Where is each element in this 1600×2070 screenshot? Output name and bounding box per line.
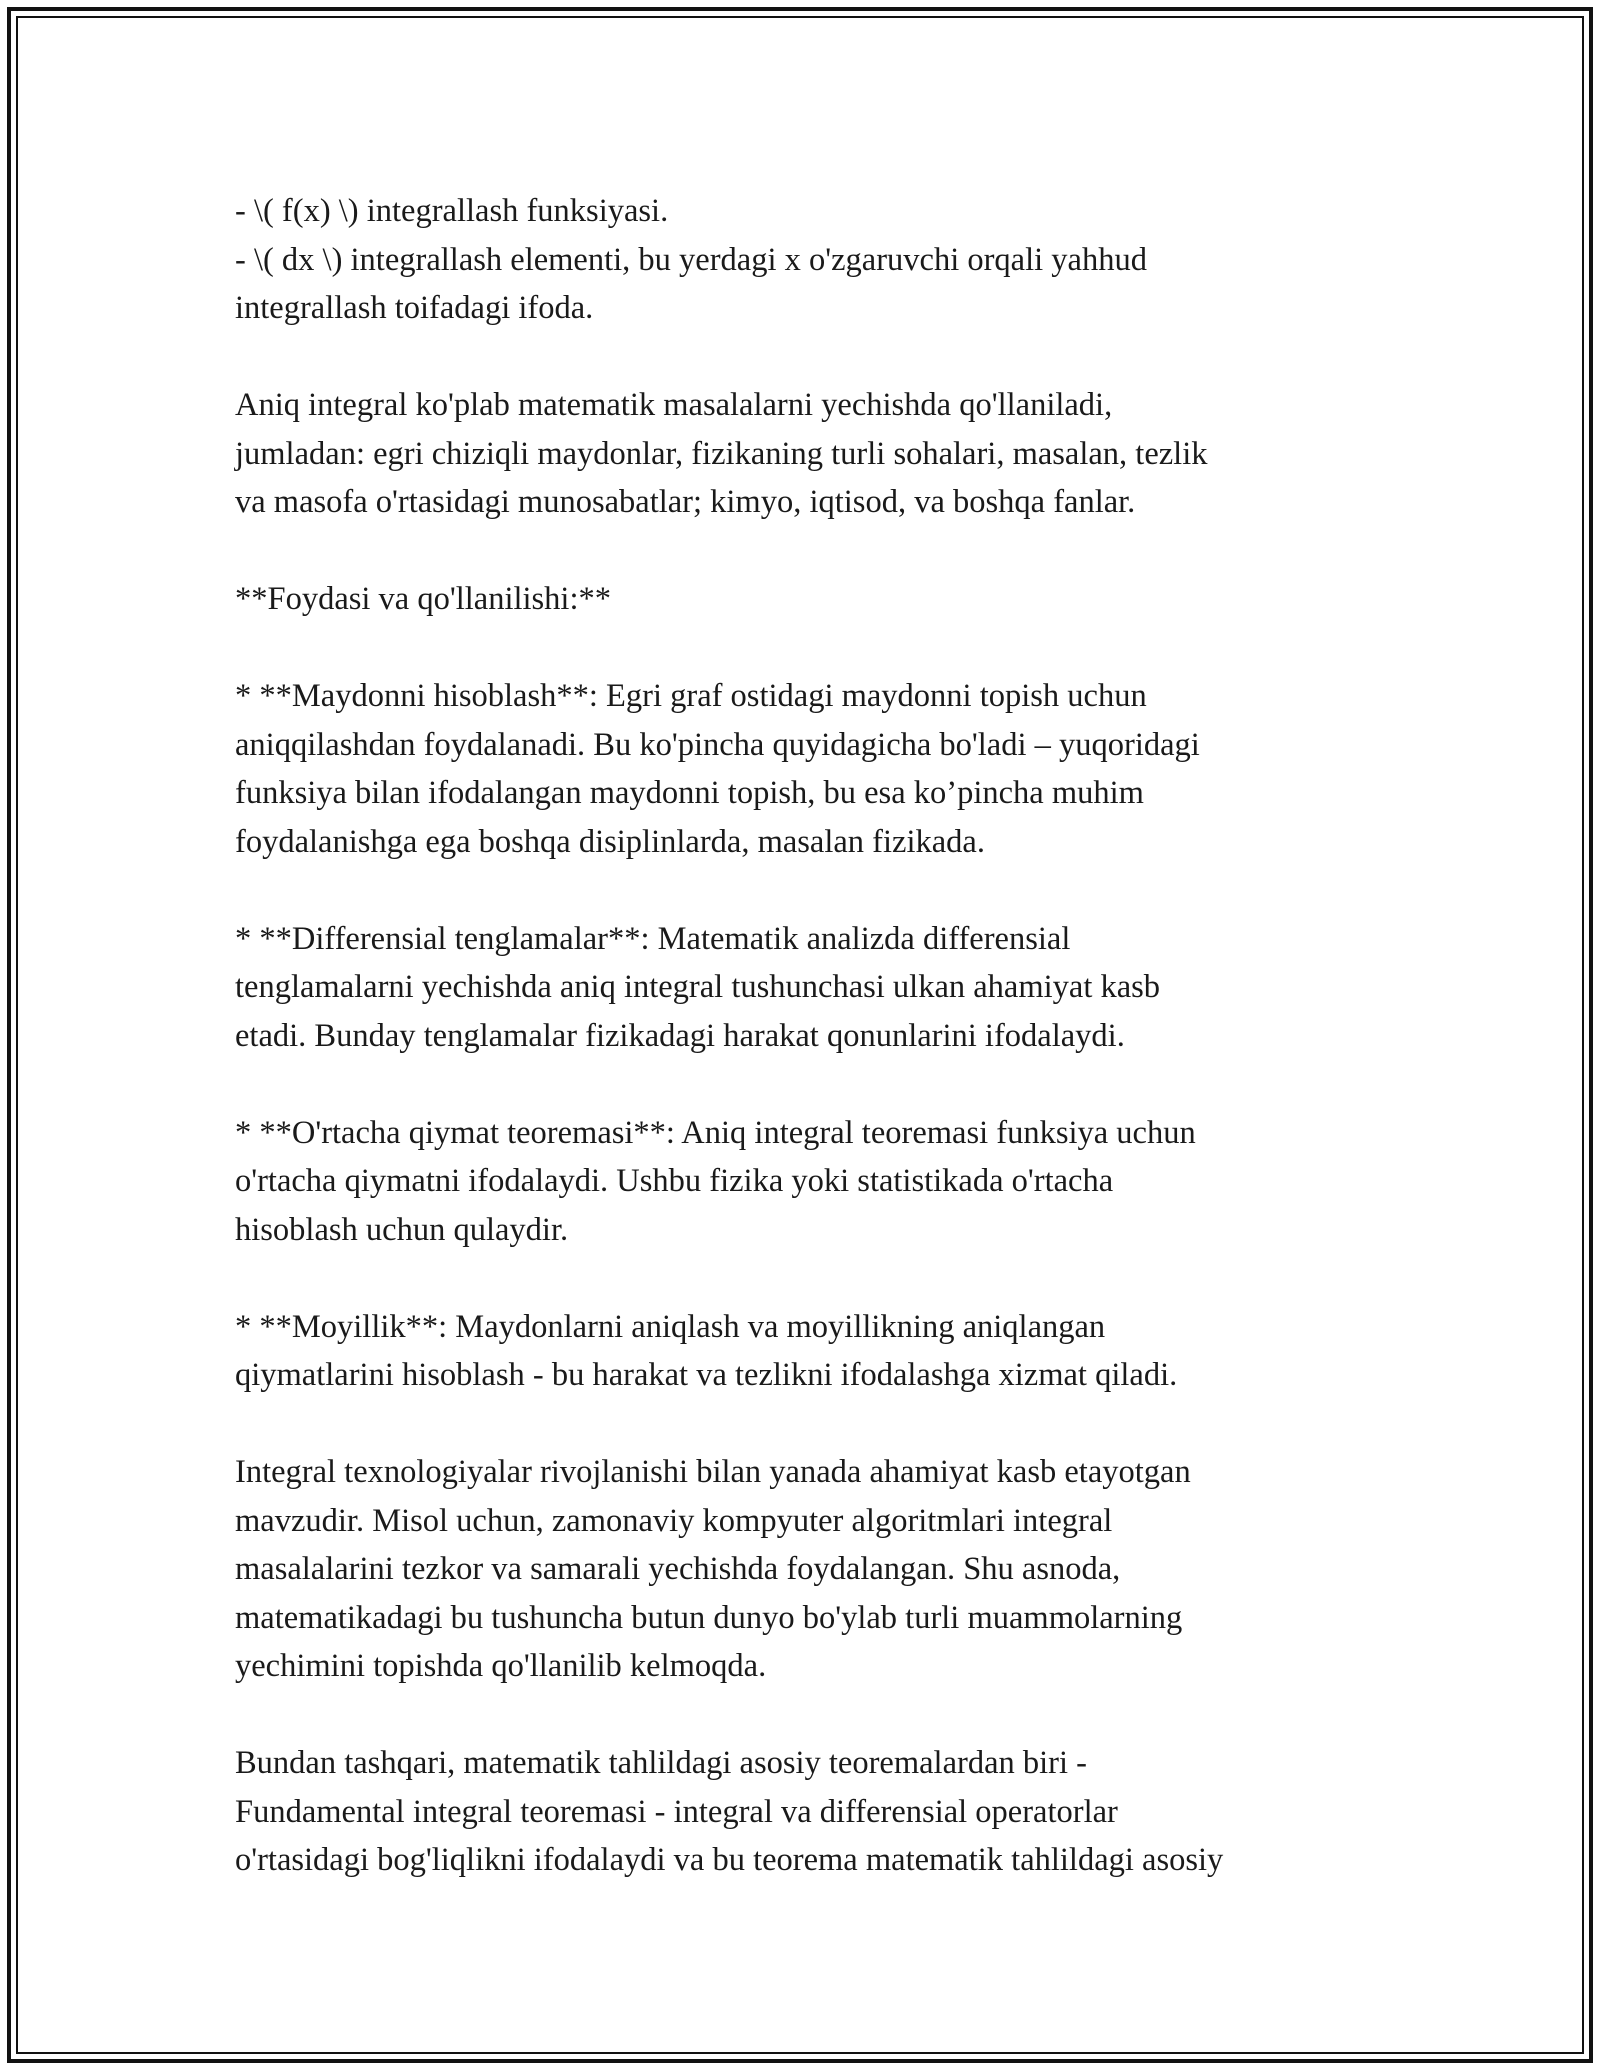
text-line: masalalarini tezkor va samarali yechishda foydalangan. Shu asnoda, (235, 1551, 1121, 1587)
bullet-area-calculation (235, 672, 1375, 866)
section-heading (235, 575, 1375, 624)
paragraph-technology (235, 1448, 1375, 1691)
text-line: matematikadagi bu tushuncha butun dunyo bo'ylab turli muammolarning (235, 1599, 1183, 1636)
text-line: * **Maydonni hisoblash**: Egri graf ostidagi maydonni topish uchun (235, 678, 1147, 714)
text-line: * **Differensial tenglamalar**: Matematik analizda differensial (235, 920, 1071, 957)
text-line: tenglamalarni yechishda aniq integral tushunchasi ulkan ahamiyat kasb (235, 969, 1161, 1005)
text-line: va masofa o'rtasidagi munosabatlar; kimyo, iqtisod, va boshqa fanlar. (235, 484, 1136, 520)
bullet-slope (235, 1303, 1375, 1400)
paragraph-fundamental-theorem (235, 1739, 1375, 1885)
text-line: Aniq integral ko'plab matematik masalalarni yechishda qo'llaniladi, (235, 387, 1113, 423)
text-line: o'rtasidagi bog'liqlikni ifodalaydi va bu teorema matematik tahlildagi asosiy (235, 1842, 1224, 1878)
document-body (235, 187, 1375, 1885)
text-line: hisoblash uchun qulaydir. (235, 1211, 569, 1248)
list-item-definitions (235, 187, 1375, 333)
text-line: jumladan: egri chiziqli maydonlar, fizikaning turli sohalari, masalan, tezlik (235, 435, 1208, 472)
text-line: **Foydasi va qo'llanilishi:** (235, 581, 611, 617)
text-line: yechimini topishda qo'llanilib kelmoqda. (235, 1648, 767, 1684)
text-line: integrallash toifadagi ifoda. (235, 290, 594, 326)
text-line: Bundan tashqari, matematik tahlildagi asosiy teoremalardan biri - (235, 1745, 1087, 1781)
text-line: foydalanishga ega boshqa disiplinlarda, masalan fizikada. (235, 823, 985, 860)
text-line: mavzudir. Misol uchun, zamonaviy kompyuter algoritmlari integral (235, 1502, 1113, 1539)
paragraph-applications (235, 381, 1375, 527)
text-line: * **O'rtacha qiymat teoremasi**: Aniq integral teoremasi funksiya uchun (235, 1114, 1196, 1151)
text-line: Fundamental integral teoremasi - integral va differensial operatorlar (235, 1793, 1118, 1830)
text-line: * **Moyillik**: Maydonlarni aniqlash va moyillikning aniqlangan (235, 1308, 1106, 1345)
bullet-differential-equations (235, 915, 1375, 1061)
text-line: qiymatlarini hisoblash - bu harakat va tezlikni ifodalashga xizmat qiladi. (235, 1357, 1178, 1393)
text-line: etadi. Bunday tenglamalar fizikadagi harakat qonunlarini ifodalaydi. (235, 1017, 1125, 1054)
bullet-mean-value-theorem (235, 1109, 1375, 1255)
text-line: o'rtacha qiymatni ifodalaydi. Ushbu fizika yoki statistikada o'rtacha (235, 1163, 1114, 1199)
text-line: funksiya bilan ifodalangan maydonni topish, bu esa ko’pincha muhim (235, 775, 1144, 811)
text-line: Integral texnologiyalar rivojlanishi bilan yanada ahamiyat kasb etayotgan (235, 1454, 1191, 1490)
text-line: aniqqilashdan foydalanadi. Bu ko'pincha quyidagicha bo'ladi – yuqoridagi (235, 726, 1200, 763)
text-line: - \( dx \) integrallash elementi, bu yerdagi x o'zgaruvchi orqali yahhud (235, 241, 1147, 278)
text-line: - \( f(x) \) integrallash funksiyasi. (235, 193, 669, 229)
